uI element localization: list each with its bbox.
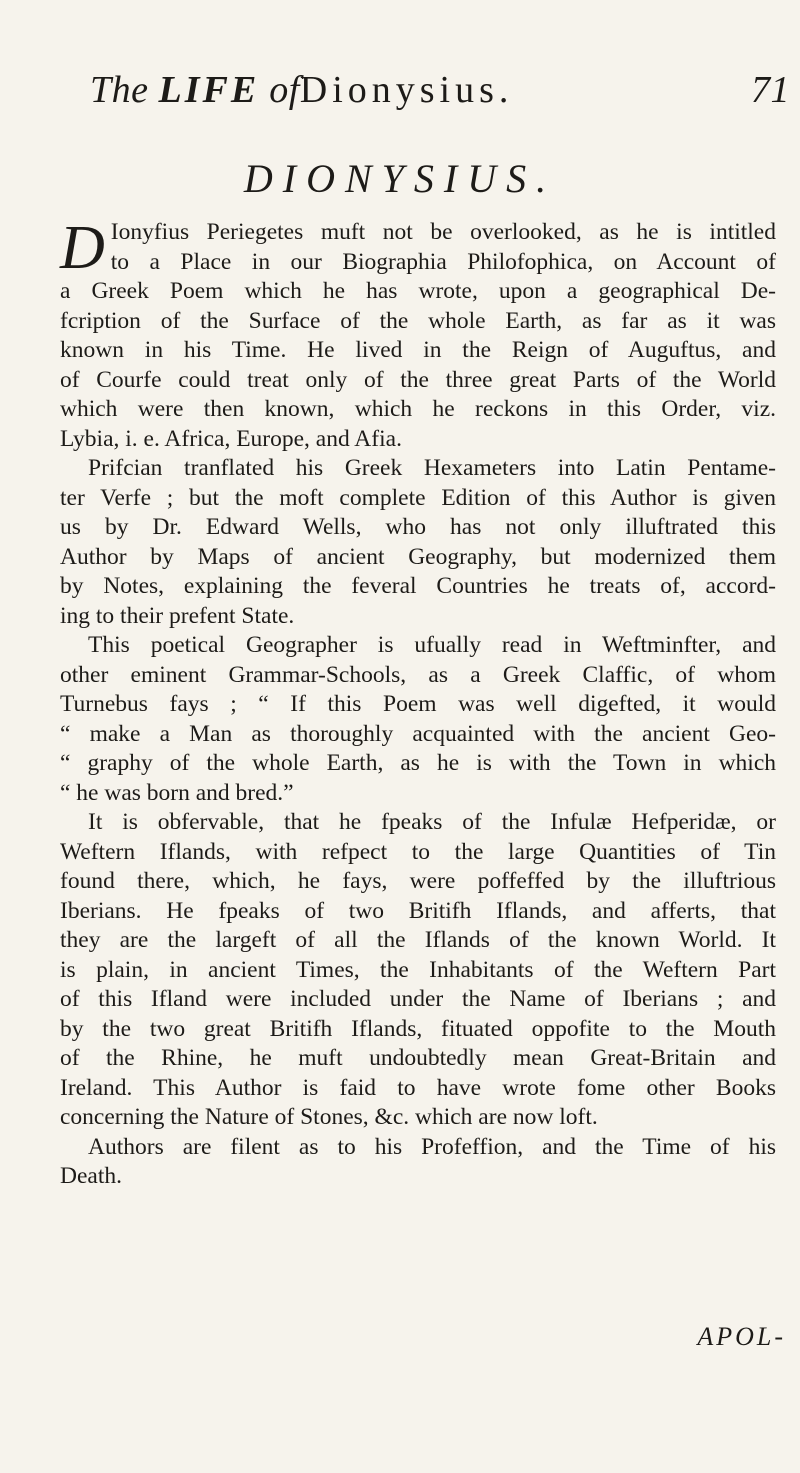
text-line: Authors are filent as to his Profeffion, and the Time of his (88, 1133, 776, 1160)
text-line: Lybia, i. e. Africa, Europe, and Afia. (60, 425, 402, 452)
text-line: known in his Time. He lived in the Reign of Auguftus, and (60, 337, 776, 363)
text-line: us by Dr. Edward Wells, who has not only illuftrated this (60, 514, 776, 540)
header-of: of (269, 69, 300, 111)
text-line: is plain, in ancient Times, the Inhabitants of the Weftern Part (60, 956, 776, 983)
text-line: This poetical Geographer is ufually read in Weftminfter, and (88, 632, 776, 658)
text-line: by the two great Britifh Iflands, fituated oppofite to the Mouth (60, 1015, 776, 1042)
text-line: “ make a Man as thoroughly acquainted with the ancient Geo- (60, 720, 776, 747)
text-line: “ graphy of the whole Earth, as he is with the Town in which (60, 750, 776, 776)
paragraph (60, 1133, 776, 1192)
text-line: concerning the Nature of Stones, &c. which are now loft. (60, 1104, 598, 1130)
text-line: they are the largeft of all the Iflands of the known World. It (60, 927, 776, 953)
body-text (60, 214, 776, 1192)
text-line: a Greek Poem which he has wrote, upon a geographical De- (60, 278, 776, 304)
text-line: “ he was born and bred.” (60, 779, 294, 806)
text-line: other eminent Grammar-Schools, as a Greek Claffic, of whom (60, 661, 776, 688)
header-life: LIFE (158, 69, 260, 111)
text-line: of this Ifland were included under the Name of Iberians ; and (60, 986, 776, 1012)
paragraph (60, 631, 776, 808)
drop-capital: D (60, 214, 105, 282)
paragraph (60, 454, 776, 631)
paragraph (60, 214, 776, 454)
text-line: of the Rhine, he muft undoubtedly mean Great-Britain and (60, 1045, 776, 1071)
text-line: Ionyfius Periegetes muft not be overlooked, as he is intitled (110, 219, 776, 245)
header-name: Dionysius. (299, 69, 514, 111)
text-line: Iberians. He fpeaks of two Britifh Iflands, and afferts, that (60, 897, 776, 924)
text-line: Weftern Iflands, with refpect to the large Quantities of Tin (60, 838, 776, 865)
running-head (90, 68, 790, 112)
text-line: by Notes, explaining the feveral Countries he treats of, accord- (60, 573, 776, 599)
text-line: Turnebus fays ; “ If this Poem was well digefted, it would (60, 691, 776, 717)
text-line: ing to their prefent State. (60, 602, 295, 629)
header-prefix: The (90, 69, 149, 111)
text-line: to a Place in our Biographia Philofophica, on Account of (110, 248, 776, 275)
text-line: Ireland. This Author is faid to have wrote fome other Books (60, 1074, 776, 1101)
text-line: Author by Maps of ancient Geography, but modernized them (60, 543, 776, 570)
catchword: APOL- (697, 1322, 786, 1351)
text-line: fcription of the Surface of the whole Earth, as far as it was (60, 307, 776, 334)
section-title: DIONYSIUS. (243, 156, 557, 201)
text-line: found there, which, he fays, were poffeffed by the illuftrious (60, 868, 776, 894)
text-line: Death. (60, 1163, 122, 1189)
text-line: It is obfervable, that he fpeaks of the Infulæ Hefperidæ, or (88, 809, 776, 835)
text-line: of Courfe could treat only of the three great Parts of the World (60, 366, 776, 393)
paragraph (60, 808, 776, 1133)
page-number: 71 (751, 69, 790, 111)
text-line: Prifcian tranflated his Greek Hexameters into Latin Pentame- (88, 455, 776, 481)
text-line: which were then known, which he reckons in this Order, viz. (60, 396, 776, 422)
text-line: ter Verfe ; but the moft complete Edition of this Author is given (60, 484, 776, 511)
